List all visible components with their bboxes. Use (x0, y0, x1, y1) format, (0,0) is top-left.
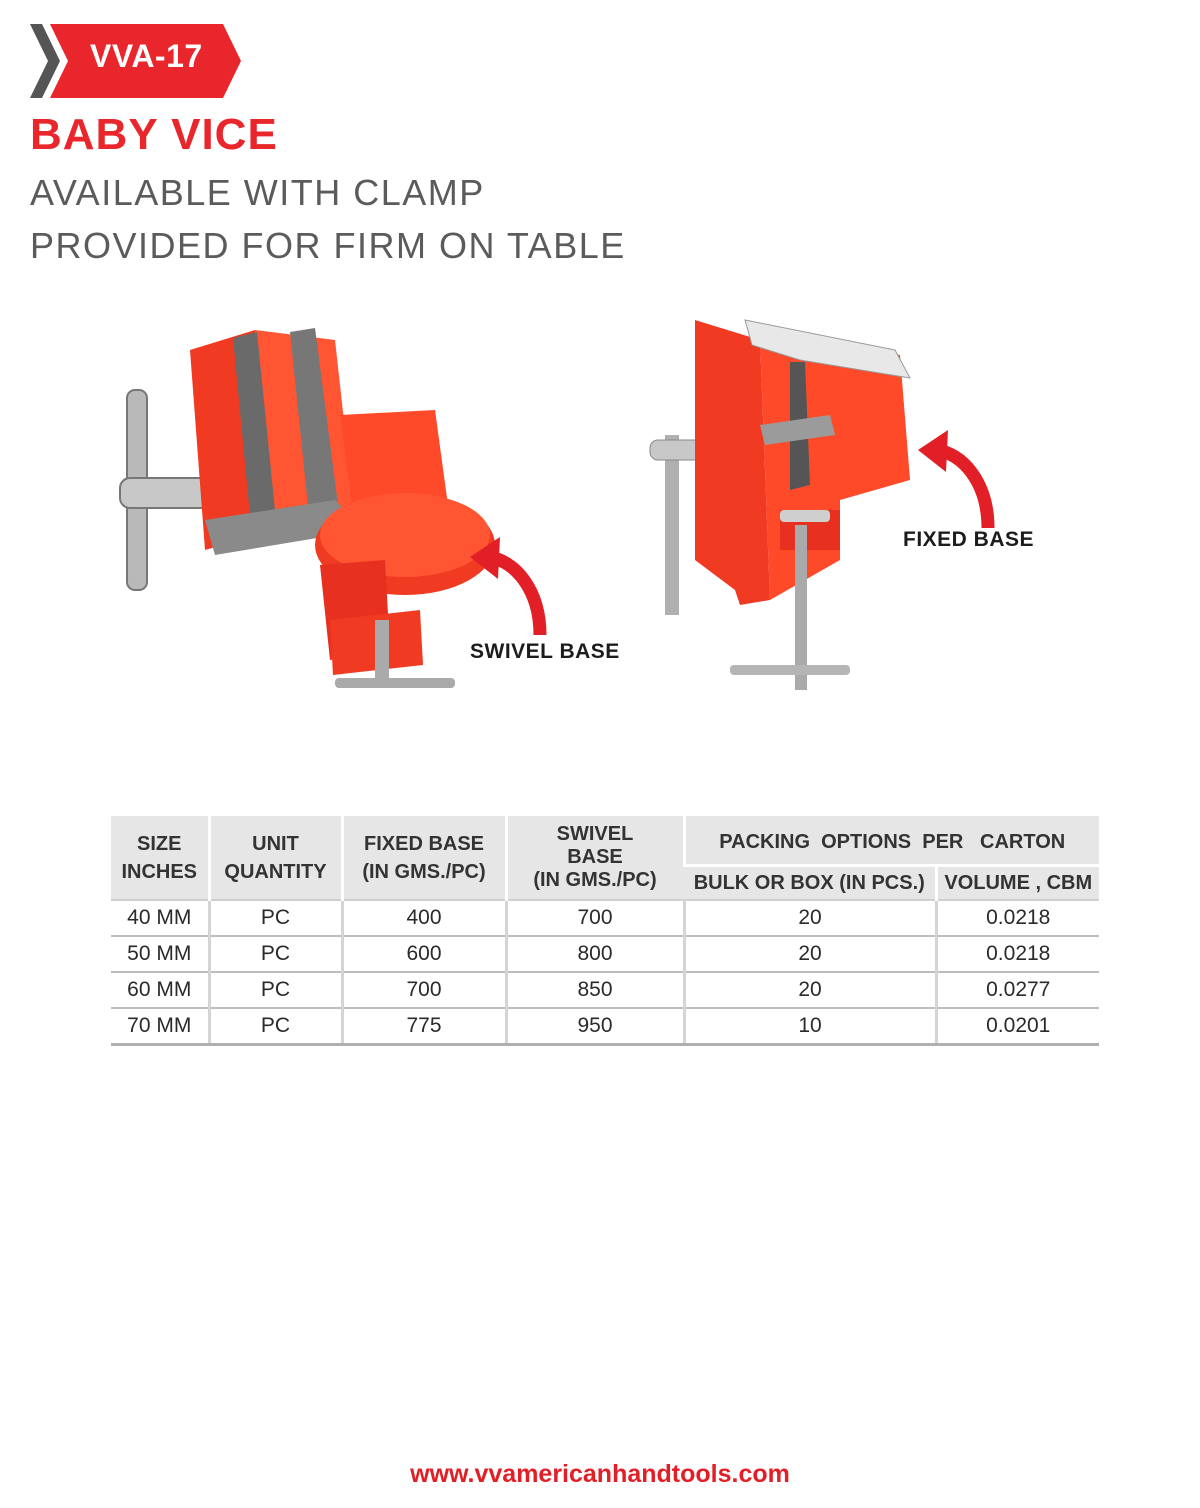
cell-fixed: 700 (342, 972, 506, 1008)
table-row (111, 900, 1099, 936)
cell-volume: 0.0218 (936, 900, 1099, 936)
cell-volume: 0.0218 (936, 936, 1099, 972)
header-unit-line2: QUANTITY (224, 860, 327, 883)
header-swivel-line2: BASE (567, 846, 623, 868)
cell-unit: PC (209, 972, 342, 1008)
cell-swivel: 850 (506, 972, 684, 1008)
cell-volume: 0.0277 (936, 972, 1099, 1008)
website-url[interactable]: www.vvamericanhandtools.com (410, 1460, 790, 1488)
cell-size: 50 MM (111, 936, 209, 972)
header-volume: VOLUME , CBM (936, 866, 1099, 901)
table-row (111, 972, 1099, 1008)
specification-table (111, 816, 1099, 1046)
cell-swivel: 800 (506, 936, 684, 972)
cell-bulk: 20 (684, 972, 936, 1008)
header-size-line2: INCHES (121, 860, 198, 883)
cell-unit: PC (209, 900, 342, 936)
header-size-line1: SIZE (137, 832, 182, 855)
model-badge (28, 24, 243, 98)
cell-fixed: 775 (342, 1008, 506, 1045)
header-swivel-line3: (IN GMS./PC) (533, 869, 657, 891)
swivel-base-label: SWIVEL BASE (470, 640, 620, 663)
cell-size: 40 MM (111, 900, 209, 936)
header-fixed-line2: (IN GMS./PC) (362, 860, 486, 883)
header-packing-options: PACKING OPTIONS PER CARTON (684, 816, 1099, 866)
swivel-arrow-icon (470, 535, 560, 645)
cell-swivel: 700 (506, 900, 684, 936)
cell-swivel: 950 (506, 1008, 684, 1045)
cell-unit: PC (209, 1008, 342, 1045)
cell-bulk: 20 (684, 900, 936, 936)
header-fixed-line1: FIXED BASE (363, 832, 485, 855)
header-bulk-or-box: BULK OR BOX (IN PCS.) (684, 866, 936, 901)
fixed-arrow-icon (918, 428, 1008, 538)
cell-fixed: 600 (342, 936, 506, 972)
swivel-base-vice-image (105, 320, 525, 700)
cell-volume: 0.0201 (936, 1008, 1099, 1045)
cell-bulk: 10 (684, 1008, 936, 1045)
header-swivel-line1: SWIVEL (556, 823, 634, 845)
cell-size: 60 MM (111, 972, 209, 1008)
product-subtitle-line2: PROVIDED FOR FIRM ON TABLE (30, 225, 626, 266)
cell-bulk: 20 (684, 936, 936, 972)
model-code: VVA-17 (90, 38, 203, 74)
product-title: BABY VICE (30, 110, 278, 159)
cell-size: 70 MM (111, 1008, 209, 1045)
cell-fixed: 400 (342, 900, 506, 936)
product-subtitle-line1: AVAILABLE WITH CLAMP (30, 172, 485, 213)
header-swivel-base (506, 816, 684, 900)
table-row (111, 936, 1099, 972)
fixed-base-vice-image (640, 300, 940, 700)
header-unit (209, 816, 342, 900)
header-fixed-base (342, 816, 506, 900)
header-size (111, 816, 209, 900)
fixed-base-label: FIXED BASE (903, 528, 1035, 551)
cell-unit: PC (209, 936, 342, 972)
header-unit-line1: UNIT (252, 832, 299, 855)
table-row (111, 1008, 1099, 1045)
